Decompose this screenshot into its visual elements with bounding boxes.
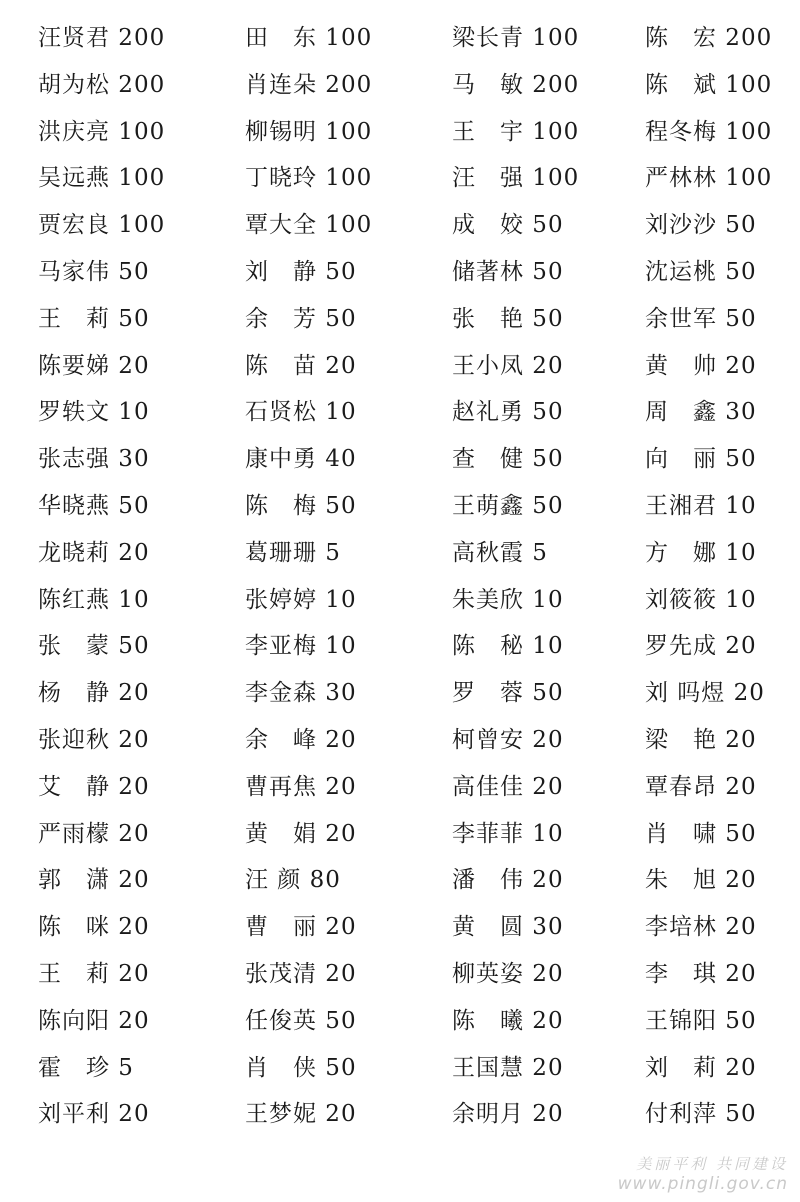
donor-entry: 刘平利 20 xyxy=(38,1101,150,1128)
donor-entry: 艾 静 20 xyxy=(38,773,150,800)
donor-entry: 贾宏良 100 xyxy=(38,212,166,239)
donor-entry: 余 峰 20 xyxy=(245,727,357,753)
donor-entry: 覃大全 100 xyxy=(245,212,373,239)
donor-entry: 王湘君 10 xyxy=(645,493,757,519)
donor-row xyxy=(0,533,800,573)
donor-entry: 朱美欣 10 xyxy=(452,586,564,613)
site-watermark xyxy=(618,1153,788,1194)
donor-entry: 黄 娟 20 xyxy=(245,820,357,847)
donor-row xyxy=(0,158,800,198)
donor-row xyxy=(0,1001,800,1041)
donor-row xyxy=(0,626,800,666)
donor-entry: 康中勇 40 xyxy=(245,446,357,473)
donor-row xyxy=(0,346,800,386)
donor-entry: 李菲菲 10 xyxy=(452,820,564,847)
donor-entry: 王锦阳 50 xyxy=(645,1007,757,1034)
donor-entry: 张迎秋 20 xyxy=(38,727,150,753)
donor-entry: 余世军 50 xyxy=(645,305,757,332)
donor-entry: 王国慧 20 xyxy=(452,1054,564,1081)
donor-entry: 陈 咪 20 xyxy=(38,914,150,941)
donor-entry: 陈向阳 20 xyxy=(38,1007,150,1034)
donor-entry: 黄 圆 30 xyxy=(452,914,564,941)
donor-entry: 赵礼勇 50 xyxy=(452,399,564,426)
donor-entry: 张志强 30 xyxy=(38,446,150,473)
donor-entry: 查 健 50 xyxy=(452,446,564,473)
donor-row xyxy=(0,673,800,713)
donor-entry: 龙晓莉 20 xyxy=(38,539,150,566)
donor-row xyxy=(0,392,800,432)
donor-row xyxy=(0,1048,800,1088)
donor-entry: 王 莉 20 xyxy=(38,961,150,987)
donor-entry: 洪庆亮 100 xyxy=(38,118,166,145)
donor-entry: 程冬梅 100 xyxy=(645,118,773,145)
donor-row xyxy=(0,720,800,760)
donor-entry: 李 琪 20 xyxy=(645,961,757,987)
donor-entry: 肖连朵 200 xyxy=(245,71,373,98)
donor-entry: 潘 伟 20 xyxy=(452,867,564,894)
donor-entry: 陈 曦 20 xyxy=(452,1007,564,1034)
donor-entry: 陈 宏 200 xyxy=(645,25,773,51)
donor-entry: 梁 艳 20 xyxy=(645,727,757,753)
donor-entry: 朱 旭 20 xyxy=(645,867,757,894)
donor-entry: 杨 静 20 xyxy=(38,680,150,707)
donor-entry: 余 芳 50 xyxy=(245,305,357,332)
donor-entry: 刘 静 50 xyxy=(245,259,357,285)
donor-entry: 张 艳 50 xyxy=(452,305,564,332)
donor-entry: 王 莉 50 xyxy=(38,305,150,332)
donor-row xyxy=(0,299,800,339)
donor-entry: 沈运桃 50 xyxy=(645,259,757,285)
donor-entry: 张 蒙 50 xyxy=(38,633,150,660)
donor-entry: 严雨檬 20 xyxy=(38,820,150,847)
donor-entry: 陈 斌 100 xyxy=(645,71,773,98)
donor-entry: 储著林 50 xyxy=(452,259,564,285)
donor-entry: 丁晓玲 100 xyxy=(245,165,373,192)
donor-row xyxy=(0,580,800,620)
donor-entry: 柳英姿 20 xyxy=(452,961,564,987)
donor-entry: 任俊英 50 xyxy=(245,1007,357,1034)
donor-entry: 陈 梅 50 xyxy=(245,493,357,519)
watermark-slogan: 美丽平利 共同建设 xyxy=(636,1155,788,1173)
donor-entry: 高秋霞 5 xyxy=(452,539,548,566)
donor-row xyxy=(0,112,800,152)
donor-entry: 肖 侠 50 xyxy=(245,1054,357,1081)
donor-row xyxy=(0,1094,800,1134)
donor-entry: 郭 潇 20 xyxy=(38,867,150,894)
donor-entry: 王萌鑫 50 xyxy=(452,493,564,519)
donor-entry: 马家伟 50 xyxy=(38,259,150,285)
donor-row xyxy=(0,439,800,479)
donor-entry: 周 鑫 30 xyxy=(645,399,757,426)
donor-entry: 李亚梅 10 xyxy=(245,633,357,660)
donor-row xyxy=(0,18,800,58)
donor-entry: 李培林 20 xyxy=(645,914,757,941)
donor-entry: 石贤松 10 xyxy=(245,399,357,426)
donor-entry: 李金森 30 xyxy=(245,680,357,707)
donor-row xyxy=(0,767,800,807)
donor-entry: 余明月 20 xyxy=(452,1101,564,1128)
donor-entry: 胡为松 200 xyxy=(38,71,166,98)
donor-entry: 王 宇 100 xyxy=(452,118,580,145)
donor-row xyxy=(0,860,800,900)
donor-entry: 刘沙沙 50 xyxy=(645,212,757,239)
donor-row xyxy=(0,907,800,947)
donor-entry: 陈要娣 20 xyxy=(38,352,150,379)
donor-entry: 严林林 100 xyxy=(645,165,773,192)
donor-entry: 罗 蓉 50 xyxy=(452,680,564,707)
donor-entry: 陈 苗 20 xyxy=(245,352,357,379)
donor-entry: 刘 吗煜 20 xyxy=(645,680,765,707)
donor-entry: 霍 珍 5 xyxy=(38,1054,134,1081)
donor-row xyxy=(0,252,800,292)
donor-entry: 王梦妮 20 xyxy=(245,1101,357,1128)
donor-entry: 陈 秘 10 xyxy=(452,633,564,660)
donor-entry: 张婷婷 10 xyxy=(245,586,357,613)
donor-entry: 王小凤 20 xyxy=(452,352,564,379)
donor-entry: 罗先成 20 xyxy=(645,633,757,660)
donor-entry: 黄 帅 20 xyxy=(645,352,757,379)
donor-entry: 付利萍 50 xyxy=(645,1101,757,1128)
donor-entry: 马 敏 200 xyxy=(452,71,580,98)
donor-entry: 梁长青 100 xyxy=(452,25,580,51)
donor-entry: 向 丽 50 xyxy=(645,446,757,473)
donor-entry: 陈红燕 10 xyxy=(38,586,150,613)
donor-row xyxy=(0,486,800,526)
donor-entry: 曹 丽 20 xyxy=(245,914,357,941)
donor-entry: 葛珊珊 5 xyxy=(245,539,341,566)
donor-entry: 刘筱筱 10 xyxy=(645,586,757,613)
donor-entry: 柯曾安 20 xyxy=(452,727,564,753)
donor-entry: 汪 颜 80 xyxy=(245,867,341,894)
donor-entry: 吴远燕 100 xyxy=(38,165,166,192)
donor-entry: 高佳佳 20 xyxy=(452,773,564,800)
donor-entry: 覃春昂 20 xyxy=(645,773,757,800)
donor-entry: 方 娜 10 xyxy=(645,539,757,566)
donor-entry: 刘 莉 20 xyxy=(645,1054,757,1081)
watermark-url: www.pingli.gov.cn xyxy=(617,1174,788,1194)
donor-entry: 汪 强 100 xyxy=(452,165,580,192)
donor-entry: 柳锡明 100 xyxy=(245,118,373,145)
donor-entry: 成 姣 50 xyxy=(452,212,564,239)
donor-row xyxy=(0,954,800,994)
donor-entry: 罗轶文 10 xyxy=(38,399,150,426)
donor-entry: 汪贤君 200 xyxy=(38,25,166,51)
donor-entry: 田 东 100 xyxy=(245,25,373,51)
donor-row xyxy=(0,814,800,854)
donor-entry: 肖 啸 50 xyxy=(645,820,757,847)
donor-entry: 华晓燕 50 xyxy=(38,493,150,519)
donor-row xyxy=(0,205,800,245)
donor-entry: 张茂清 20 xyxy=(245,961,357,987)
donor-row xyxy=(0,65,800,105)
donor-entry: 曹再焦 20 xyxy=(245,773,357,800)
